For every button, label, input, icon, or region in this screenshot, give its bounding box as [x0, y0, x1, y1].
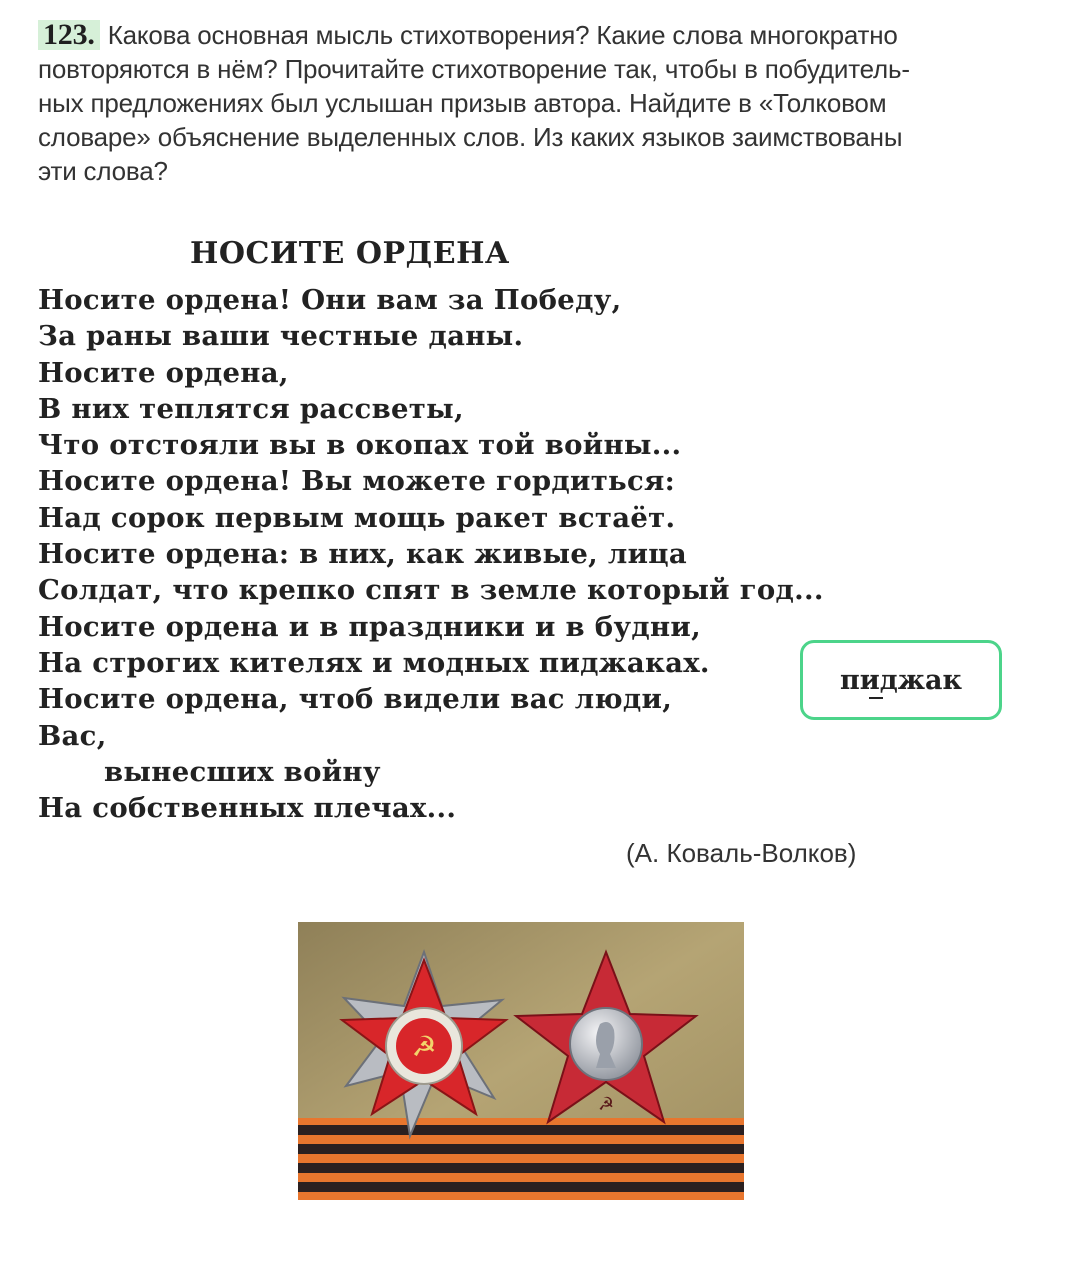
st-george-ribbon-icon: [298, 1118, 744, 1200]
poem-body: [38, 282, 824, 826]
poem-line: На строгих кителях и модных пиджаках.: [38, 646, 710, 679]
exercise-line-3: ных предложениях был услышан призыв автора. Найдите в «Толковом: [38, 88, 887, 118]
poem-title: НОСИТЕ ОРДЕНА: [190, 236, 510, 271]
poem-line: Носите ордена: в них, как живые, лица: [38, 538, 688, 571]
orders-photo-svg: [298, 922, 744, 1200]
poem-line: Носите ордена! Вы можете гордиться:: [38, 465, 676, 498]
poem-line: Над сорок первым мощь ракет встаёт.: [38, 501, 676, 534]
stress-mark-icon: [869, 697, 883, 699]
vocabulary-word: пиджак: [840, 665, 962, 696]
poem-line: вынесших войну: [104, 755, 381, 788]
orders-photo: [298, 922, 744, 1200]
exercise-line-1: 123. Какова основная мысль стихотворения? Какие слова многократно: [38, 18, 1013, 52]
poem-line: Носите ордена! Они вам за Победу,: [38, 284, 622, 316]
exercise-line-2: повторяются в нём? Прочитайте стихотворение так, чтобы в побудитель-: [38, 54, 910, 84]
poem-line: За раны ваши честные даны.: [38, 320, 524, 353]
exercise-text: [38, 18, 1013, 188]
poem-line: Солдат, что крепко спят в земле который год...: [38, 574, 824, 607]
exercise-number: 123.: [38, 20, 100, 50]
poem-line: Носите ордена и в праздники и в будни,: [38, 610, 701, 643]
poem-line: Носите ордена,: [38, 356, 289, 389]
poem-line: Что отстояли вы в окопах той войны...: [38, 429, 682, 462]
svg-text:☭: ☭: [411, 1030, 437, 1063]
exercise-line-5: эти слова?: [38, 156, 168, 186]
poem-line: Вас,: [38, 719, 107, 752]
svg-text:☭: ☭: [597, 1094, 615, 1115]
poem-line: В них теплятся рассветы,: [38, 392, 464, 425]
poem-line: На собственных плечах...: [38, 792, 457, 825]
exercise-line-4: словаре» объяснение выделенных слов. Из каких языков заимствованы: [38, 122, 903, 152]
poem-line: Носите ордена, чтоб видели вас люди,: [38, 683, 673, 716]
poem-author: (А. Коваль-Волков): [626, 838, 857, 868]
vocabulary-word-box: [800, 640, 1002, 720]
